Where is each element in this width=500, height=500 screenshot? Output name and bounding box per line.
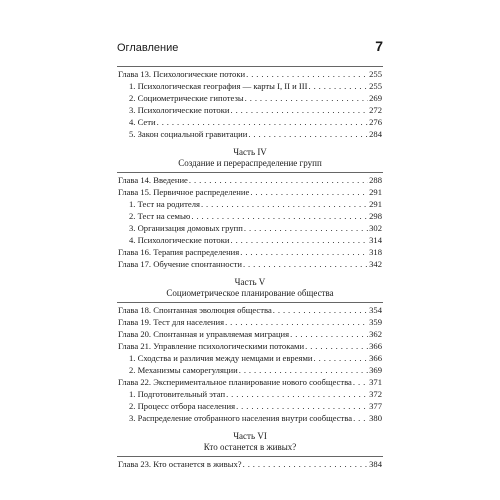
toc-section-part-6: [117, 431, 383, 470]
dot-leader: [244, 222, 368, 234]
entry-label: Глава 19. Тест для населения: [118, 317, 225, 327]
toc-entry[interactable]: [117, 376, 383, 388]
toc-entry[interactable]: [117, 258, 383, 270]
page-number: 7: [375, 38, 383, 54]
entry-page-number: 298: [369, 211, 382, 221]
entry-label: 2. Механизмы саморегуляции: [129, 365, 238, 375]
entry-page-number: 255: [369, 81, 382, 91]
dot-leader: [225, 316, 368, 328]
toc-entries: [117, 68, 383, 140]
part-number: Часть IV: [233, 147, 267, 157]
dot-leader: [314, 352, 369, 364]
table-of-contents: [117, 66, 383, 477]
toc-entry[interactable]: [117, 174, 383, 186]
entry-page-number: 288: [369, 175, 382, 185]
part-title: Кто останется в живых?: [203, 442, 297, 452]
separator: [117, 456, 383, 457]
entry-label: 1. Психологическая география — карты I, II и III: [129, 81, 308, 91]
toc-section-top: [117, 66, 383, 140]
separator: [117, 66, 383, 67]
dot-leader: [191, 210, 368, 222]
dot-leader: [246, 68, 368, 80]
entry-label: 1. Тест на родителя: [129, 199, 200, 209]
toc-subentry[interactable]: [117, 364, 383, 376]
toc-entries: [117, 174, 383, 270]
dot-leader: [353, 412, 368, 424]
entry-page-number: 380: [369, 413, 382, 423]
entry-label: Глава 20. Спонтанная и управляемая миграция: [118, 329, 290, 339]
dot-leader: [157, 116, 369, 128]
toc-subentry[interactable]: [117, 388, 383, 400]
toc-subentry[interactable]: [117, 104, 383, 116]
entry-label: Глава 22. Экспериментальное планирование нового сообщества: [118, 377, 352, 387]
toc-section-part-5: [117, 277, 383, 424]
toc-subentry[interactable]: [117, 128, 383, 140]
toc-subentry[interactable]: [117, 198, 383, 210]
toc-subentry[interactable]: [117, 234, 383, 246]
entry-label: 3. Психологические потоки: [129, 105, 230, 115]
separator: [117, 172, 383, 173]
running-title: Оглавление: [117, 42, 179, 54]
entry-label: 2. Социометрические гипотезы: [129, 93, 244, 103]
toc-entries: [117, 458, 383, 470]
dot-leader: [236, 400, 368, 412]
toc-entry[interactable]: [117, 340, 383, 352]
dot-leader: [243, 258, 368, 270]
part-heading: [117, 277, 383, 299]
toc-subentry[interactable]: [117, 92, 383, 104]
entry-page-number: 371: [369, 377, 382, 387]
toc-subentry[interactable]: [117, 352, 383, 364]
entry-label: 4. Психологические потоки: [129, 235, 230, 245]
part-title: Социометрическое планирование общества: [166, 288, 334, 298]
dot-leader: [245, 92, 368, 104]
dot-leader: [226, 388, 368, 400]
entry-label: Глава 16. Терапия распределения: [118, 247, 240, 257]
entry-label: 1. Подготовительный этап: [129, 389, 226, 399]
entry-label: 5. Закон социальной гравитации: [129, 129, 248, 139]
entry-page-number: 255: [369, 69, 382, 79]
dot-leader: [273, 304, 368, 316]
part-title: Создание и перераспределение групп: [178, 158, 322, 168]
part-heading: [117, 431, 383, 453]
entry-label: Глава 23. Кто останется в живых?: [118, 459, 242, 469]
entry-page-number: 291: [369, 199, 382, 209]
entry-page-number: 354: [369, 305, 382, 315]
toc-entries: [117, 304, 383, 424]
entry-page-number: 366: [369, 353, 382, 363]
toc-subentry[interactable]: [117, 116, 383, 128]
dot-leader: [290, 328, 368, 340]
toc-subentry[interactable]: [117, 400, 383, 412]
toc-entry[interactable]: [117, 246, 383, 258]
entry-page-number: 302: [369, 223, 382, 233]
dot-leader: [250, 186, 368, 198]
entry-label: 3. Организация домовых групп: [129, 223, 243, 233]
entry-label: Глава 13. Психологические потоки: [118, 69, 246, 79]
entry-page-number: 362: [369, 329, 382, 339]
toc-subentry[interactable]: [117, 222, 383, 234]
entry-page-number: 384: [369, 459, 382, 469]
toc-entry[interactable]: [117, 186, 383, 198]
page-header: [117, 38, 383, 54]
separator: [117, 302, 383, 303]
toc-subentry[interactable]: [117, 210, 383, 222]
dot-leader: [243, 458, 369, 470]
entry-label: Глава 21. Управление психологическими потоками: [118, 341, 305, 351]
entry-label: 2. Процесс отбора населения: [129, 401, 236, 411]
part-number: Часть V: [234, 277, 266, 287]
toc-entry[interactable]: [117, 68, 383, 80]
entry-label: 3. Распределение отобранного населения внутри сообщества: [129, 413, 353, 423]
toc-subentry[interactable]: [117, 412, 383, 424]
entry-label: Глава 15. Первичное распределение: [118, 187, 250, 197]
entry-page-number: 269: [369, 93, 382, 103]
entry-page-number: 314: [369, 235, 382, 245]
entry-page-number: 369: [369, 365, 382, 375]
entry-page-number: 372: [369, 389, 382, 399]
entry-label: 4. Сети: [129, 117, 156, 127]
toc-subentry[interactable]: [117, 80, 383, 92]
entry-page-number: 284: [369, 129, 382, 139]
toc-entry[interactable]: [117, 458, 383, 470]
entry-page-number: 318: [369, 247, 382, 257]
part-number: Часть VI: [233, 431, 267, 441]
toc-entry[interactable]: [117, 328, 383, 340]
entry-page-number: 291: [369, 187, 382, 197]
entry-page-number: 359: [369, 317, 382, 327]
dot-leader: [239, 364, 368, 376]
entry-label: 2. Тест на семью: [129, 211, 191, 221]
entry-page-number: 342: [369, 259, 382, 269]
dot-leader: [248, 128, 368, 140]
entry-label: Глава 14. Введение: [118, 175, 188, 185]
entry-label: 1. Сходства и различия между немцами и евреями: [129, 353, 313, 363]
dot-leader: [189, 174, 368, 186]
part-heading: [117, 147, 383, 169]
entry-page-number: 366: [369, 341, 382, 351]
dot-leader: [230, 104, 368, 116]
toc-section-part-4: [117, 147, 383, 270]
dot-leader: [353, 376, 368, 388]
dot-leader: [308, 80, 368, 92]
entry-page-number: 276: [369, 117, 382, 127]
dot-leader: [230, 234, 368, 246]
entry-label: Глава 17. Обучение спонтанности: [118, 259, 242, 269]
dot-leader: [305, 340, 368, 352]
dot-leader: [201, 198, 368, 210]
entry-page-number: 272: [369, 105, 382, 115]
toc-entry[interactable]: [117, 304, 383, 316]
dot-leader: [240, 246, 368, 258]
toc-entry[interactable]: [117, 316, 383, 328]
entry-page-number: 377: [369, 401, 382, 411]
entry-label: Глава 18. Спонтанная эволюция общества: [118, 305, 272, 315]
